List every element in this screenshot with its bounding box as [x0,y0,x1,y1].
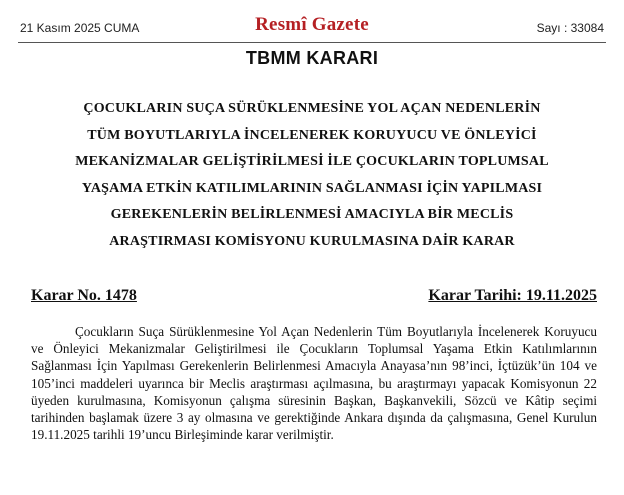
gazette-header [18,12,606,42]
decision-date: Karar Tarihi: 19.11.2025 [428,287,597,304]
decision-body-paragraph: Çocukların Suça Sürüklenmesine Yol Açan Nedenlerin Tüm Boyutlarıyla İncelenerek Koruyucu ve Önleyici Mekanizmalar Geliştirilmesi ile Çocukların Toplumsal Yaşama Etkin Katılımlarının Sağlanması İçin Yapılması Gerekenlerin Belirlenmesi Amacıyla Anayasa’nın 98’inci, İçtüzük’ün 104 ve 105’inci maddeleri uyarınca bir Meclis araştırması açılmasına, bu araştırmayı yapacak Komisyonun 22 üyeden kurulmasına, Komisyonun çalışma süresinin Başkan, Başkanvekili, Sözcü ve Kâtip seçimi tarihinden başlamak üzere 3 ay olmasına ve gerektiğinde Ankara dışında da çalışmasına, Genel Kurulun 19.11.2025 tarihli 19’uncu Birleşiminde karar verilmiştir. [31,324,597,443]
header-divider [18,42,606,43]
gazette-logo-title: Resmî Gazete [255,14,369,35]
issue-date: 21 Kasım 2025 CUMA [20,21,140,35]
decision-number: Karar No. 1478 [31,287,137,304]
document-type-heading: TBMM KARARI [245,48,379,68]
decision-title: ÇOCUKLARIN SUÇA SÜRÜKLENMESİNE YOL AÇAN NEDENLERİN TÜM BOYUTLARIYLA İNCELENEREK KORUYUCU VE ÖNLEYİCİ MEKANİZMALAR GELİŞTİRİLMESİ İLE ÇOCUKLARIN TOPLUMSAL YAŞAMA ETKİN KATILIMLARININ SAĞLANMASI İÇİN YAPILMASI GEREKENLERİN BELİRLENMESİ AMACIYLA BİR MECLİS ARAŞTIRMASI KOMİSYONU KURULMASINA DAİR KARAR [75,101,549,249]
issue-number: Sayı : 33084 [536,21,604,35]
